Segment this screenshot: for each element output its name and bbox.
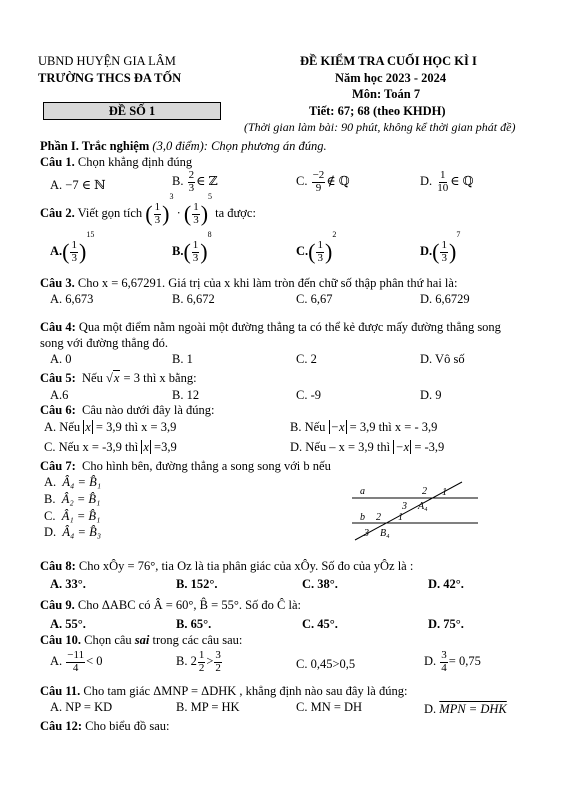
label-b3: 3 <box>364 528 369 539</box>
q2-option-b: B.( $\frac{1}{3}$ )$^8$ <box>172 230 212 265</box>
question-9: Câu 9. Cho ΔABC có Â = 60°, B̂ = 55°. Số đo Ĉ là: <box>40 598 301 612</box>
q10-option-b: B. 2 $\frac{1}{2}$ > $\frac{3}{2}$ <box>176 649 221 674</box>
q7-option-a: A. Â₄ = B̂₁ <box>44 475 102 489</box>
q3-option-a: A. 6,673 <box>50 292 94 306</box>
q9-option-d: D. 75°. <box>428 617 464 631</box>
q8-option-a: A. 33°. <box>50 577 86 591</box>
exam-title: ĐỀ KIỂM TRA CUỐI HỌC KÌ I <box>300 54 477 68</box>
district-name: UBND HUYỆN GIA LÂM <box>38 54 176 68</box>
question-8: Câu 8: Cho xÔy = 76°, tia Oz là tia phân giác của xÔy. Số đo của yÔz là : <box>40 559 414 573</box>
q2-option-a: A.( $\frac{1}{3}$ )$^{15}$ <box>50 230 95 265</box>
question-1: Câu 1. Chọn khẳng định đúng <box>40 155 193 169</box>
q4-option-c: C. 2 <box>296 352 317 366</box>
q9-option-b: B. 65°. <box>176 617 212 631</box>
q11-option-a: A. NP = KD <box>50 700 113 714</box>
q3-option-c: C. 6,67 <box>296 292 333 306</box>
q2-option-c: C.( $\frac{1}{3}$ )$^2$ <box>296 230 337 265</box>
q8-option-d: D. 42°. <box>428 577 464 591</box>
question-3: Câu 3. Cho x = 6,67291. Giá trị của x khi làm tròn đến chữ số thập phân thứ hai là: <box>40 276 458 290</box>
school-year: Năm học 2023 - 2024 <box>335 71 447 85</box>
q2-option-d: D.( $\frac{1}{3}$ )$^7$ <box>420 230 461 265</box>
q1-option-a: A. −7 ∈ ℕ <box>50 178 106 192</box>
q5-option-d: D. 9 <box>420 388 442 402</box>
question-11: Câu 11. Cho tam giác ΔMNP = ΔDHK , khẳng định nào sau đây là đúng: <box>40 684 408 698</box>
label-b1: 1 <box>398 512 403 523</box>
question-7: Câu 7: Cho hình bên, đường thẳng a song song với b nếu <box>40 459 331 473</box>
q10-option-a: A. $\frac{-11}{4}$ < 0 <box>50 649 103 674</box>
question-12: Câu 12: Cho biểu đồ sau: <box>40 719 170 733</box>
q7-option-d: D. Â₄ = B̂₃ <box>44 525 102 539</box>
q4-option-d: D. Vô số <box>420 352 465 366</box>
q5-option-b: B. 12 <box>172 388 200 402</box>
q8-option-c: C. 38°. <box>302 577 338 591</box>
question-2: Câu 2. Viết gọn tích ( $\frac{1}{3}$ )$^3$ · ( $\frac{1}{3}$ )$^5$ ta được: <box>40 192 256 227</box>
q10-option-c: C. 0,45>0,5 <box>296 657 356 671</box>
q10-option-d: D. $\frac{3}{4}$ = 0,75 <box>424 649 481 674</box>
q11-option-c: C. MN = DH <box>296 700 363 714</box>
label-b2: 2 <box>376 512 381 523</box>
subject: Môn: Toán 7 <box>352 87 421 101</box>
q6-option-d: D. Nếu – x = 3,9 thì −x = -3,9 <box>290 440 445 454</box>
question-4-line2: song với đường thẳng đó. <box>40 336 168 350</box>
school-name: TRƯỜNG THCS ĐA TỐN <box>38 71 182 85</box>
label-a1: 1 <box>442 487 447 498</box>
q5-option-a: A.6 <box>50 388 69 402</box>
q6-option-b: B. Nếu −x = 3,9 thì x = - 3,9 <box>290 420 438 434</box>
q1-option-d: D. $\frac{1}{10}$ ∈ ℚ <box>420 169 474 194</box>
q6-option-c: C. Nếu x = -3,9 thì x =3,9 <box>44 440 177 454</box>
label-a: a <box>360 486 365 497</box>
part1-heading: Phần I. Trắc nghiệm (3,0 điểm): Chọn phương án đúng. <box>40 139 327 153</box>
q3-option-d: D. 6,6729 <box>420 292 470 306</box>
question-4: Câu 4: Qua một điểm nằm ngoài một đường thẳng ta có thể kẻ được mấy đường thẳng song <box>40 320 501 334</box>
label-a2: 2 <box>422 486 427 497</box>
parallel-lines-figure <box>350 480 480 542</box>
q11-option-b: B. MP = HK <box>176 700 240 714</box>
label-a3: 3 <box>402 501 407 512</box>
time-note: (Thời gian làm bài: 90 phút, không kể thời gian phát đề) <box>244 120 516 134</box>
q9-option-c: C. 45°. <box>302 617 338 631</box>
q8-option-b: B. 152°. <box>176 577 218 591</box>
periods: Tiết: 67; 68 (theo KHDH) <box>309 104 446 118</box>
q4-option-b: B. 1 <box>172 352 193 366</box>
q5-option-c: C. -9 <box>296 388 321 402</box>
question-6: Câu 6: Câu nào dưới đây là đúng: <box>40 403 215 417</box>
question-10: Câu 10. Chọn câu sai trong các câu sau: <box>40 633 243 647</box>
q1-option-c: C. $\frac{-2}{9}$ ∉ ℚ <box>296 169 350 194</box>
exam-number-box: ĐỀ SỐ 1 <box>43 102 221 120</box>
label-a4: A₄ <box>418 501 428 512</box>
q1-option-b: B. $\frac{2}{3}$ ∈ ℤ <box>172 169 218 194</box>
q3-option-b: B. 6,672 <box>172 292 215 306</box>
q11-option-d: D. MPN = DHK <box>424 702 507 716</box>
label-b4: B₄ <box>380 528 390 539</box>
question-5: Câu 5: Nếu √x = 3 thì x bằng: <box>40 371 197 385</box>
q9-option-a: A. 55°. <box>50 617 86 631</box>
q6-option-a: A. Nếu x = 3,9 thì x = 3,9 <box>44 420 177 434</box>
q7-option-c: C. Â₁ = B̂₁ <box>44 509 101 523</box>
label-b: b <box>360 512 365 523</box>
q4-option-a: A. 0 <box>50 352 72 366</box>
q7-option-b: B. Â₂ = B̂₁ <box>44 492 101 506</box>
